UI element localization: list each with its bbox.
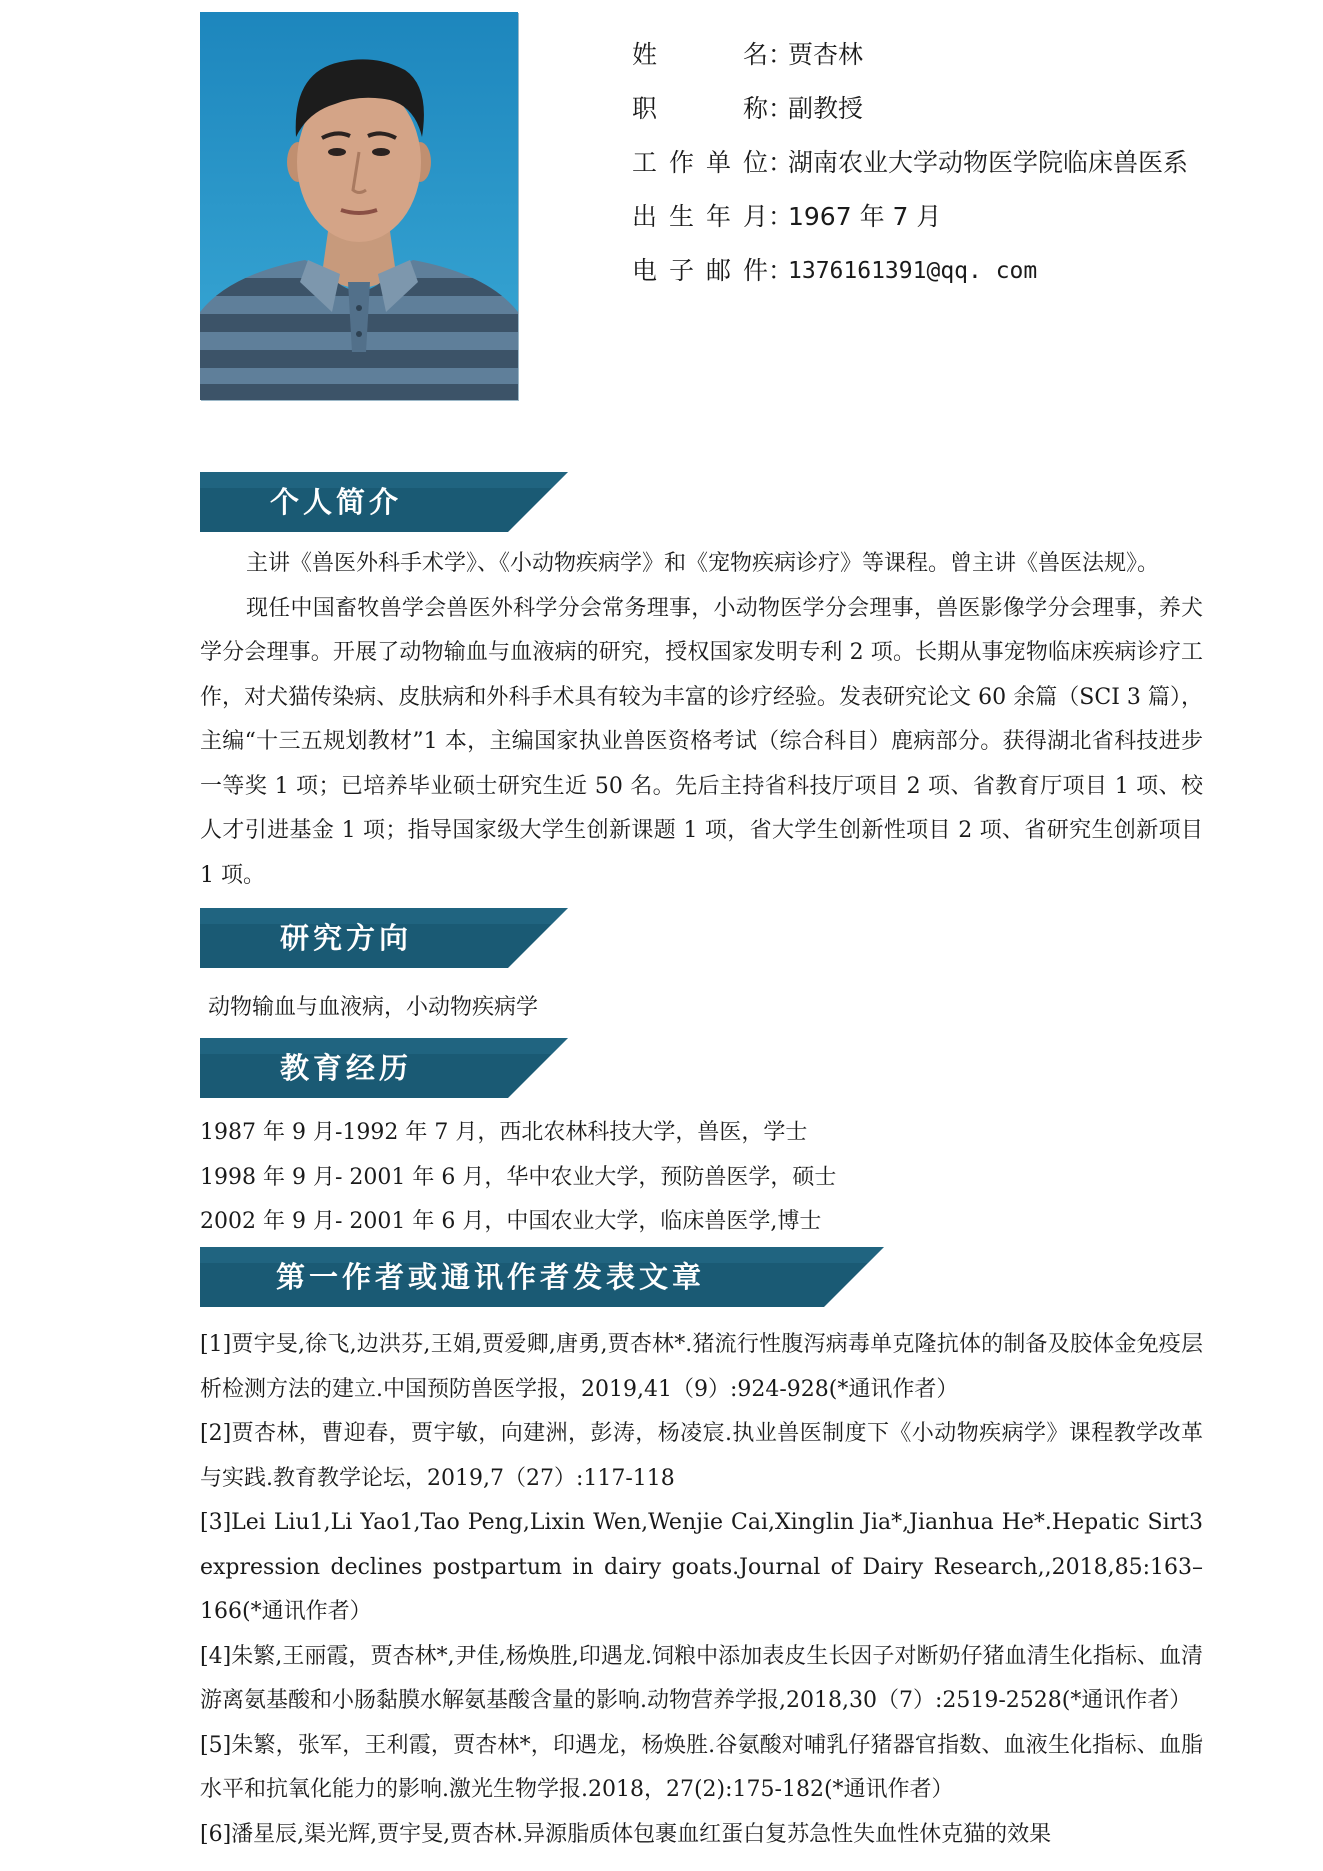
- section-title: 研究方向: [280, 921, 413, 955]
- intro-paragraph: 现任中国畜牧兽学会兽医外科学分会常务理事，小动物医学分会理事，兽医影像学分会理事，养犬学分会理事。开展了动物输血与血液病的研究，授权国家发明专利 2 项。长期从事宠物临床疾病诊疗工作，对犬猫传染病、皮肤病和外科手术具有较为丰富的诊疗经验。发表研究论文 60 余篇（SCI 3 篇），主编“十三五规划教材”1 本，主编国家执业兽医资格考试（综合科目）鹿病部分。获得湖北省科技进步一等奖 1 项；已培养毕业硕士研究生近 50 名。先后主持省科技厅项目 2 项、省教育厅项目 1 项、校人才引进基金 1 项；指导国家级大学生创新课题 1 项，省大学生创新性项目 2 项、省研究生创新项目 1 项。: [200, 595, 1203, 888]
- profile-photo: [200, 12, 518, 400]
- intro-paragraph: 主讲《兽医外科手术学》、《小动物疾病学》和《宠物疾病诊疗》等课程。曾主讲《兽医法规》。: [246, 551, 1160, 576]
- section-header-publications: [200, 1247, 884, 1307]
- research-text: [208, 986, 1218, 1031]
- birth-value: 1967 年 7 月: [788, 202, 942, 231]
- email-row: [632, 252, 1272, 306]
- section-header-research: [200, 908, 568, 968]
- colon: ：: [768, 256, 794, 285]
- education-item: 2002 年 9 月- 2001 年 6 月，中国农业大学，临床兽医学,博士: [200, 1209, 822, 1234]
- publication-item: [2]贾杏林，曹迎春，贾宇敏，向建洲，彭涛，杨凌宸.执业兽医制度下《小动物疾病学》课程教学改革与实践.教育教学论坛，2019,7（27）:117-118: [200, 1421, 1203, 1491]
- section-header-education: [200, 1038, 568, 1098]
- research-line: 动物输血与血液病，小动物疾病学: [208, 995, 539, 1020]
- name-label: 姓 名: [632, 40, 768, 69]
- birth-label: 出生年月: [632, 202, 768, 231]
- education-list: [200, 1111, 1210, 1245]
- title-value: 副教授: [788, 94, 864, 123]
- title-label: 职 称: [632, 94, 768, 123]
- colon: ：: [768, 94, 794, 123]
- birth-row: [632, 198, 1272, 252]
- publication-item: [6]潘星辰,渠光辉,贾宇旻,贾杏林.异源脂质体包裹血红蛋白复苏急性失血性休克猫的效果: [200, 1821, 1052, 1847]
- portrait-image: [200, 12, 518, 400]
- name-row: [632, 36, 1272, 90]
- email-link[interactable]: 1376161391@qq. com: [788, 258, 1038, 284]
- section-title: 第一作者或通讯作者发表文章: [276, 1260, 706, 1294]
- name-value: 贾杏林: [788, 40, 864, 69]
- publication-item: [4]朱繁,王丽霞，贾杏林*,尹佳,杨焕胜,印遇龙.饲粮中添加表皮生长因子对断奶仔猪血清生化指标、血清游离氨基酸和小肠黏膜水解氨基酸含量的影响.动物营养学报,2018,30（7）:2519-2528(*通讯作者）: [200, 1643, 1203, 1713]
- publication-list: [200, 1323, 1203, 1857]
- section-header-intro: [200, 472, 568, 532]
- profile-info: [632, 36, 1272, 306]
- intro-text: [200, 542, 1203, 898]
- section-title: 个人简介: [270, 485, 403, 519]
- colon: ：: [768, 202, 794, 231]
- title-row: [632, 90, 1272, 144]
- unit-label: 工作单位: [632, 148, 768, 177]
- education-item: 1998 年 9 月- 2001 年 6 月，华中农业大学，预防兽医学，硕士: [200, 1164, 837, 1190]
- colon: ：: [768, 40, 794, 69]
- unit-value: 湖南农业大学动物医学院临床兽医系: [788, 148, 1189, 177]
- publication-item: [3]Lei Liu1,Li Yao1,Tao Peng,Lixin Wen,Wenjie Cai,Xinglin Jia*,Jianhua He*.Hepatic Sirt3 expression declines postpartum in dairy goats.Journal of Dairy Research,,2018,85:163–166(*通讯作者）: [200, 1510, 1203, 1624]
- unit-row: [632, 144, 1272, 198]
- education-item: 1987 年 9 月-1992 年 7 月，西北农林科技大学，兽医，学士: [200, 1120, 808, 1145]
- colon: ：: [768, 148, 794, 177]
- section-title: 教育经历: [280, 1051, 413, 1085]
- publication-item: [5]朱繁，张军，王利霞，贾杏林*，印遇龙，杨焕胜.谷氨酸对哺乳仔猪器官指数、血液生化指标、血脂水平和抗氧化能力的影响.激光生物学报.2018，27(2):175-182(*通讯作者）: [200, 1732, 1203, 1802]
- email-label: 电子邮件: [632, 256, 768, 285]
- publication-item: [1]贾宇旻,徐飞,边洪芬,王娟,贾爱卿,唐勇,贾杏林*.猪流行性腹泻病毒单克隆抗体的制备及胶体金免疫层析检测方法的建立.中国预防兽医学报，2019,41（9）:924-928(*通讯作者）: [200, 1332, 1203, 1402]
